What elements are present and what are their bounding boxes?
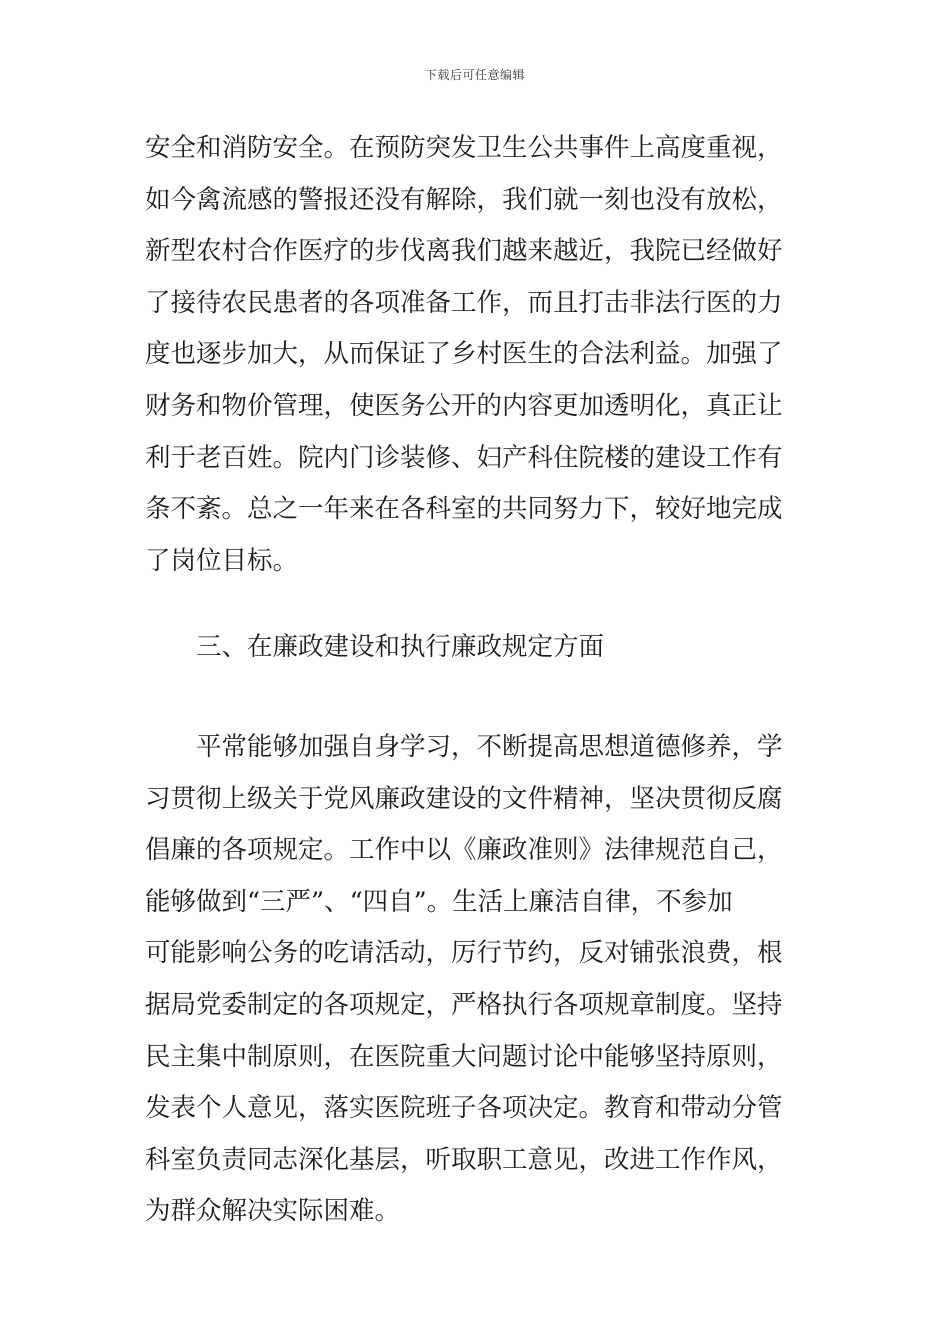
- paragraph-line: 条不紊。总之一年来在各科室的共同努力下，较好地完成: [145, 494, 783, 525]
- paragraph-line: 平常能够加强自身学习，不断提高思想道德修养，学: [196, 732, 783, 762]
- paragraph-line: 安全和消防安全。在预防突发卫生公共事件上高度重视，: [145, 133, 783, 163]
- paragraph-line: 如今禽流感的警报还没有解除，我们就一刻也没有放松，: [145, 184, 783, 215]
- paragraph-line: 财务和物价管理，使医务公开的内容更加透明化，真正让: [145, 390, 783, 421]
- paragraph-line: 利于老百姓。院内门诊装修、妇产科住院楼的建设工作有: [145, 442, 783, 473]
- paragraph-line: 民主集中制原则，在医院重大问题讨论中能够坚持原则，: [145, 1041, 783, 1072]
- paragraph-line: 了岗位目标。: [145, 545, 299, 576]
- paragraph-line: 度也逐步加大，从而保证了乡村医生的合法利益。加强了: [145, 339, 783, 370]
- paragraph-line: 倡廉的各项规定。工作中以《廉政准则》法律规范自己，: [145, 835, 783, 866]
- page-header: 下载后可任意编辑: [424, 68, 525, 82]
- paragraph-line: 习贯彻上级关于党风廉政建设的文件精神，坚决贯彻反腐: [145, 783, 783, 814]
- paragraph-line: 新型农村合作医疗的步伐离我们越来越近，我院已经做好: [145, 236, 783, 267]
- paragraph-1: [145, 123, 815, 587]
- paragraph-line: 可能影响公务的吃请活动，厉行节约，反对铺张浪费，根: [145, 938, 783, 969]
- paragraph-line: 为群众解决实际困难。: [145, 1196, 401, 1227]
- paragraph-line: 能够做到“三严”、“四自”。生活上廉洁自律，不参加: [145, 886, 733, 917]
- section-heading: 三、在廉政建设和执行廉政规定方面: [196, 632, 605, 662]
- paragraph-line: 据局党委制定的各项规定，严格执行各项规章制度。坚持: [145, 989, 783, 1020]
- paragraph-line: 发表个人意见，落实医院班子各项决定。教育和带动分管: [145, 1093, 783, 1124]
- paragraph-line: 科室负责同志深化基层，听取职工意见，改进工作作风，: [145, 1144, 783, 1175]
- paragraph-line: 了接待农民患者的各项准备工作，而且打击非法行医的力: [145, 287, 783, 318]
- paragraph-2: [145, 722, 815, 1238]
